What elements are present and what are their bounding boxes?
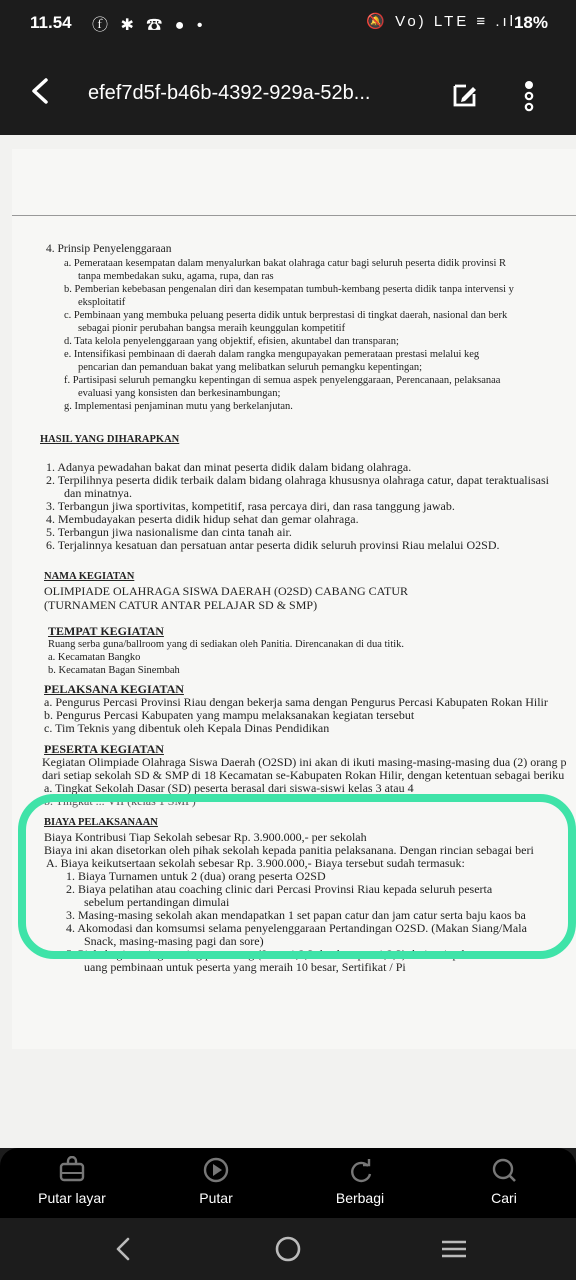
doc-line: sebagai pionir perubahan bangsa meraih keunggulan kompetitif xyxy=(78,323,346,334)
signal-icons: 🔕 Vo) LTE ≡ .ıl xyxy=(366,13,516,30)
search-icon xyxy=(490,1156,518,1184)
doc-line: pencarian dan pemanduan bakat yang melibatkan seluruh pemangku kepentingan; xyxy=(78,362,423,373)
doc-line: 5. Piala bagi masing-masing pemenang (Juara 1,2,3 dan harapan 1,2,3) dari setiap kat xyxy=(66,947,477,961)
doc-line: 3. Masing-masing sekolah akan mendapatkan 1 set papan catur dan jam catur serta baju kaos ba xyxy=(66,908,526,922)
doc-line: a. Kecamatan Bangko xyxy=(48,652,141,663)
doc-line: 3. Terbangun jiwa sportivitas, kompetitif, rasa percaya diri, dan rasa tanggung jawab. xyxy=(46,499,455,513)
bottom-bar-label: Putar layar xyxy=(38,1190,106,1206)
document-title: efef7d5f-b46b-4392-929a-52b... xyxy=(88,82,371,104)
bottom-action-bar xyxy=(0,1148,576,1218)
doc-line: 4. Prinsip Penyelenggaraan xyxy=(46,243,172,255)
doc-line: evaluasi yang konsisten dan berkesinambungan; xyxy=(78,388,281,399)
document-page xyxy=(12,149,576,1049)
doc-line: (TURNAMEN CATUR ANTAR PELAJAR SD & SMP) xyxy=(44,598,318,612)
doc-line: Biaya Kontribusi Tiap Sekolah sebesar Rp. 3.900.000,- per sekolah xyxy=(44,830,367,844)
document-viewer[interactable] xyxy=(0,135,576,1148)
play-button[interactable] xyxy=(156,1156,276,1206)
doc-line: dan minatnya. xyxy=(64,486,132,500)
doc-line: Snack, masing-masing pagi dan sore) xyxy=(84,934,264,948)
doc-line: b. Tingkat ... VII (kelas 1 SMP) xyxy=(44,794,196,808)
section-heading: NAMA KEGIATAN xyxy=(44,571,135,582)
doc-line: Biaya ini akan disetorkan oleh pihak sekolah kepada panitia pelaksanana. Dengan rincian sebagai beri xyxy=(44,843,534,857)
bottom-bar-label: Putar xyxy=(199,1190,233,1206)
doc-line: c. Pembinaan yang membuka peluang peserta didik untuk berprestasi di tingkat daerah, nasional dan berk xyxy=(64,310,508,321)
edit-icon[interactable] xyxy=(452,82,478,108)
doc-line: sebelum pertandingan dimulai xyxy=(84,895,230,909)
doc-line: 4. Membudayakan peserta didik hidup sehat dan gemar olahraga. xyxy=(46,512,359,526)
doc-line: b. Kecamatan Bagan Sinembah xyxy=(48,665,180,676)
doc-line: a. Pemerataan kesempatan dalam menyalurkan bakat olahraga catur bagi seluruh peserta didik provinsi R xyxy=(64,258,507,269)
bottom-bar-label: Cari xyxy=(491,1190,517,1206)
doc-line: 2. Biaya pelatihan atau coaching clinic dari Percasi Provinsi Riau kepada seluruh peserta xyxy=(66,882,493,896)
doc-line: Kegiatan Olimpiade Olahraga Siswa Daerah (O2SD) ini akan di ikuti masing-masing-masing dua (2) orang p xyxy=(42,755,567,769)
more-vert-icon[interactable] xyxy=(522,80,536,112)
doc-line: Ruang serba guna/ballroom yang di sediakan oleh Panitia. Direncanakan di dua titik. xyxy=(48,639,405,650)
play-icon xyxy=(202,1156,230,1184)
section-heading: BIAYA PELAKSANAAN xyxy=(44,817,158,828)
system-nav-bar xyxy=(0,1218,576,1280)
page-edge xyxy=(12,215,576,216)
share-icon xyxy=(346,1156,374,1184)
doc-line: g. Implementasi penjaminan mutu yang berkelanjutan. xyxy=(64,401,293,412)
doc-line: c. Tim Teknis yang dibentuk oleh Kepala Dinas Pendidikan xyxy=(44,721,330,735)
doc-line: uang pembinaan untuk peserta yang meraih 10 besar, Sertifikat / Pi xyxy=(84,960,406,974)
nav-home-icon[interactable] xyxy=(273,1234,303,1264)
status-time: 11.54 xyxy=(30,13,72,32)
app-toolbar xyxy=(0,48,576,135)
doc-line: OLIMPIADE OLAHRAGA SISWA DAERAH (O2SD) CABANG CATUR xyxy=(44,584,409,598)
search-button[interactable] xyxy=(444,1156,564,1206)
doc-line: b. Pengurus Percasi Kabupaten yang mampu melaksanakan kegiatan tersebut xyxy=(44,708,415,722)
doc-line: f. Partisipasi seluruh pemangku kepentingan di semua aspek penyelenggaraan, Perencanaan, pelaksanaa xyxy=(64,375,501,386)
doc-line: 5. Terbangun jiwa nasionalisme dan cinta tanah air. xyxy=(46,525,292,539)
back-arrow-icon[interactable] xyxy=(28,76,54,106)
doc-line: dari setiap sekolah SD & SMP di 18 Kecamatan se-Kabupaten Rokan Hilir, dengan ketentuan sebagai beriku xyxy=(42,768,565,782)
status-bar xyxy=(0,0,576,48)
rotate-screen-icon xyxy=(58,1156,86,1184)
doc-line: a. Pengurus Percasi Provinsi Riau dengan bekerja sama dengan Pengurus Percasi Kabupaten Rokan Hilir xyxy=(44,695,548,709)
doc-line: e. Intensifikasi pembinaan di daerah dalam rangka mengupayakan pemerataan prestasi melalui keg xyxy=(64,349,480,360)
doc-line: b. Pemberian kebebasan pengenalan diri dan kesempatan tumbuh-kembang peserta didik tanpa intervensi y xyxy=(64,284,514,295)
share-button[interactable] xyxy=(300,1156,420,1206)
nav-recents-icon[interactable] xyxy=(439,1234,469,1264)
notification-icons: ⓕ ✱ ☎ ● • xyxy=(92,17,207,34)
bottom-bar-label: Berbagi xyxy=(335,1190,385,1206)
doc-line: A. Biaya keikutsertaan sekolah sebesar Rp. 3.900.000,- Biaya tersebut sudah termasuk: xyxy=(46,856,465,870)
rotate-screen-button[interactable] xyxy=(12,1156,132,1206)
section-heading: PELAKSANA KEGIATAN xyxy=(44,682,184,696)
section-heading: HASIL YANG DIHARAPKAN xyxy=(40,434,180,445)
doc-line: eksploitatif xyxy=(78,297,126,308)
doc-line: 6. Terjalinnya kesatuan dan persatuan antar peserta didik seluruh provinsi Riau melalui O2SD. xyxy=(46,538,500,552)
doc-line: 4. Akomodasi dan komsumsi selama penyelenggaraan Pertandingan O2SD. (Makan Siang/Mala xyxy=(66,921,527,935)
section-heading: TEMPAT KEGIATAN xyxy=(48,624,164,638)
nav-back-icon[interactable] xyxy=(108,1234,138,1264)
doc-line: tanpa membedakan suku, agama, rupa, dan ras xyxy=(78,271,274,282)
battery-level: 18% xyxy=(513,13,548,32)
doc-line: 1. Biaya Turnamen untuk 2 (dua) orang peserta O2SD xyxy=(66,869,326,883)
doc-line: 1. Adanya pewadahan bakat dan minat peserta didik dalam bidang olahraga. xyxy=(46,460,412,474)
doc-line: a. Tingkat Sekolah Dasar (SD) peserta berasal dari siswa-siswi kelas 3 atau 4 xyxy=(44,781,414,795)
section-heading: PESERTA KEGIATAN xyxy=(44,742,164,756)
doc-line: 2. Terpilihnya peserta didik terbaik dalam bidang olahraga khususnya olahraga catur, dapat teraktualisasi xyxy=(46,473,549,487)
doc-line: d. Tata kelola penyelenggaraan yang objektif, efisien, akuntabel dan transparan; xyxy=(64,336,399,347)
